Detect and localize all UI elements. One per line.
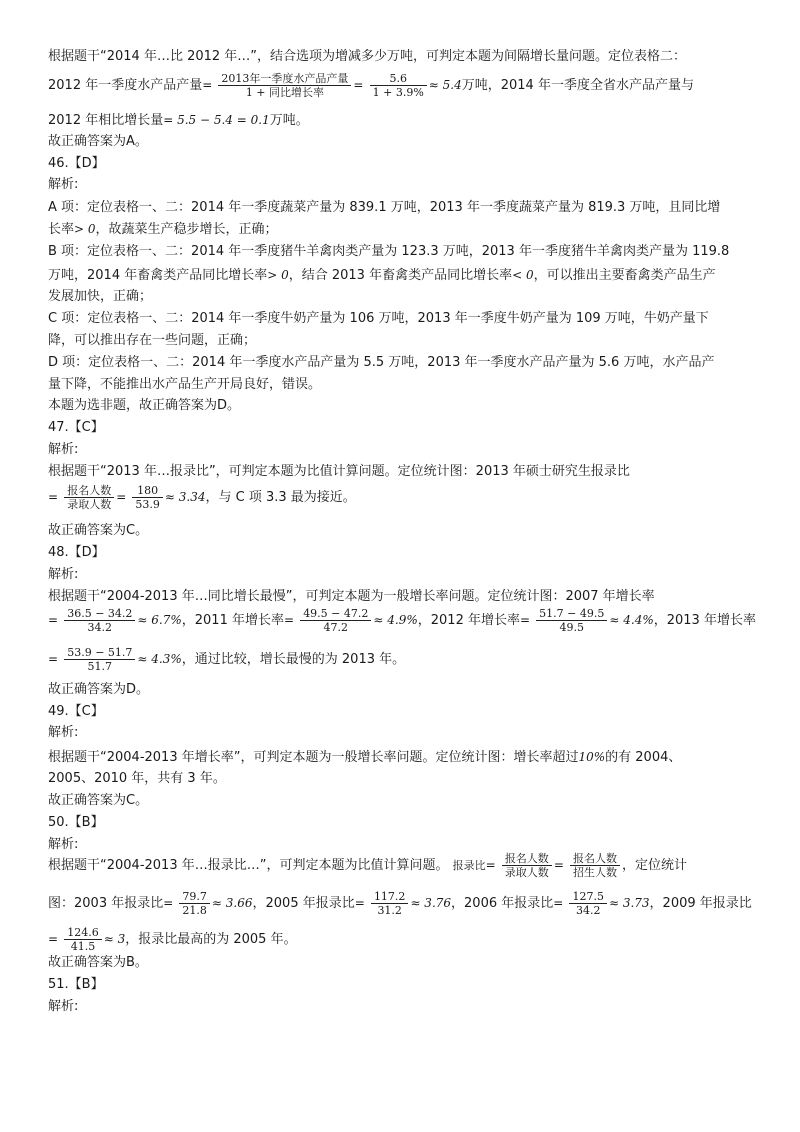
fraction: $\frac{49.5 - 47.2}{47.2}$	[300, 607, 371, 634]
q50-line2: 图：2003 年报录比= $\frac{79.7}{21.8}$ ≈ 3.66，2005 年报录比= $\frac{117.2}{31.2}$ ≈ 3.76，2006 年报录比= $\frac{127.5}{34.2}$ ≈ 3.73，2009 年报录比	[48, 890, 752, 917]
q46-a1: A 项：定位表格一、二：2014 年一季度蔬菜产量为 839.1 万吨，2013 年一季度蔬菜产量为 819.3 万吨，且同比增	[48, 200, 721, 215]
q48-line2: = $\frac{36.5 - 34.2}{34.2}$ ≈ 6.7%，2011 年增长率= $\frac{49.5 - 47.2}{47.2}$ ≈ 4.9%，2012 年增长率= $\frac{51.7 - 49.5}{49.5}$ ≈ 4.4%，2013 年增长率	[48, 607, 756, 634]
q47-answer: 故正确答案为C。	[48, 523, 149, 538]
q48-line3: = $\frac{53.9 - 51.7}{51.7}$ ≈ 4.3%，通过比较，增长最慢的为 2013 年。	[48, 646, 406, 673]
q46-a2: 长率> 0，故蔬菜生产稳步增长，正确；	[48, 222, 278, 237]
q46-c2: 降，可以推出存在一些问题，正确；	[48, 333, 257, 348]
q48-heading: 48.【D】	[48, 545, 105, 560]
q45-line1	[48, 48, 686, 66]
q46-c1: C 项：定位表格一、二：2014 年一季度牛奶产量为 106 万吨，2013 年一季度牛奶产量为 109 万吨，牛奶产量下	[48, 311, 709, 326]
q50-line1: 根据题干“2004-2013 年…报录比…”，可判定本题为比值计算问题。 报录比= $\frac{\text{报名人数}}{\text{录取人数}}$ = $\frac{\text{报名人数}}{\text{招生人数}}$ ，定位统计	[48, 852, 688, 879]
fraction: $\frac{180}{53.9}$	[132, 484, 163, 511]
q45-line3: 2012 年相比增长量= 5.5 − 5.4 = 0.1万吨。	[48, 113, 309, 128]
q50-label: 解析:	[48, 837, 79, 852]
fraction: $\frac{\text{2013年一季度水产品产量}}{\text{1 + 同比增长率}}$	[218, 72, 351, 99]
q48-line1: 根据题干“2004-2013 年…同比增长最慢”，可判定本题为一般增长率问题。定位统计图：2007 年增长率	[48, 589, 655, 604]
q49-heading: 49.【C】	[48, 704, 104, 719]
q46-b2: 万吨，2014 年畜禽类产品同比增长率> 0，结合 2013 年畜禽类产品同比增长率< 0，可以推出主要畜禽类产品生产	[48, 268, 716, 283]
q51-heading: 51.【B】	[48, 977, 104, 992]
q46-b1: B 项：定位表格一、二：2014 年一季度猪牛羊禽肉类产量为 123.3 万吨，2013 年一季度猪牛羊禽肉类产量为 119.8	[48, 244, 730, 259]
text: 万吨，2014 年一季度全省水产品产量与	[461, 78, 694, 93]
q47-label: 解析:	[48, 442, 79, 457]
fraction: $\frac{51.7 - 49.5}{49.5}$	[536, 607, 607, 634]
q47-heading: 47.【C】	[48, 420, 104, 435]
q50-line3: = $\frac{124.6}{41.5}$ ≈ 3，报录比最高的为 2005 年。	[48, 926, 297, 953]
fraction: $\frac{\text{报名人数}}{\text{招生人数}}$	[570, 852, 620, 879]
q46-heading: 46.【D】	[48, 156, 105, 171]
q50-answer: 故正确答案为B。	[48, 955, 148, 970]
q45-answer: 故正确答案为A。	[48, 134, 148, 149]
q47-line1: 根据题干“2013 年…报录比”，可判定本题为比值计算问题。定位统计图：2013 年硕士研究生报录比	[48, 464, 630, 479]
fraction: $\frac{124.6}{41.5}$	[64, 926, 102, 953]
q46-b3: 发展加快，正确；	[48, 289, 153, 304]
q46-answer: 本题为选非题，故正确答案为D。	[48, 398, 241, 413]
q46-d2: 量下降，不能推出水产品生产开局良好，错误。	[48, 377, 322, 392]
fraction: $\frac{79.7}{21.8}$	[179, 890, 210, 917]
text: 2012 年一季度水产品产量	[48, 78, 203, 93]
fraction: $\frac{117.2}{31.2}$	[371, 890, 409, 917]
q45-line2: 2012 年一季度水产品产量= $\frac{\text{2013年一季度水产品产量}}{\text{1 + 同比增长率}}$ = $\frac{5.6}{1 + 3.9\%}$ ≈ 5.4万吨，2014 年一季度全省水产品产量与	[48, 72, 694, 99]
fraction: $\frac{53.9 - 51.7}{51.7}$	[64, 646, 135, 673]
fraction: $\frac{127.5}{34.2}$	[569, 890, 607, 917]
q48-label: 解析:	[48, 567, 79, 582]
q47-line2: = $\frac{\text{报名人数}}{\text{录取人数}}$ = $\frac{180}{53.9}$ ≈ 3.34，与 C 项 3.3 最为接近。	[48, 484, 356, 511]
q50-heading: 50.【B】	[48, 815, 104, 830]
q49-line2: 2005、2010 年，共有 3 年。	[48, 771, 226, 786]
fraction: $\frac{36.5 - 34.2}{34.2}$	[64, 607, 135, 634]
q51-label: 解析:	[48, 999, 79, 1014]
q49-label: 解析:	[48, 725, 79, 740]
q49-line1: 根据题干“2004-2013 年增长率”，可判定本题为一般增长率问题。定位统计图：增长率超过10%的有 2004、	[48, 750, 682, 765]
q48-answer: 故正确答案为D。	[48, 682, 150, 697]
q46-label: 解析:	[48, 177, 79, 192]
fraction: $\frac{\text{报名人数}}{\text{录取人数}}$	[64, 484, 114, 511]
fraction: $\frac{\text{报名人数}}{\text{录取人数}}$	[502, 852, 552, 879]
q49-answer: 故正确答案为C。	[48, 793, 149, 808]
text: 根据题干“2014 年…比 2012 年…”，结合选项为增减多少万吨，可判定本题为间隔增长量问题。定位表格二：	[48, 49, 687, 64]
q46-d1: D 项：定位表格一、二：2014 年一季度水产品产量为 5.5 万吨，2013 年一季度水产品产量为 5.6 万吨，水产品产	[48, 355, 715, 370]
fraction: $\frac{5.6}{1 + 3.9\%}$	[370, 72, 427, 99]
